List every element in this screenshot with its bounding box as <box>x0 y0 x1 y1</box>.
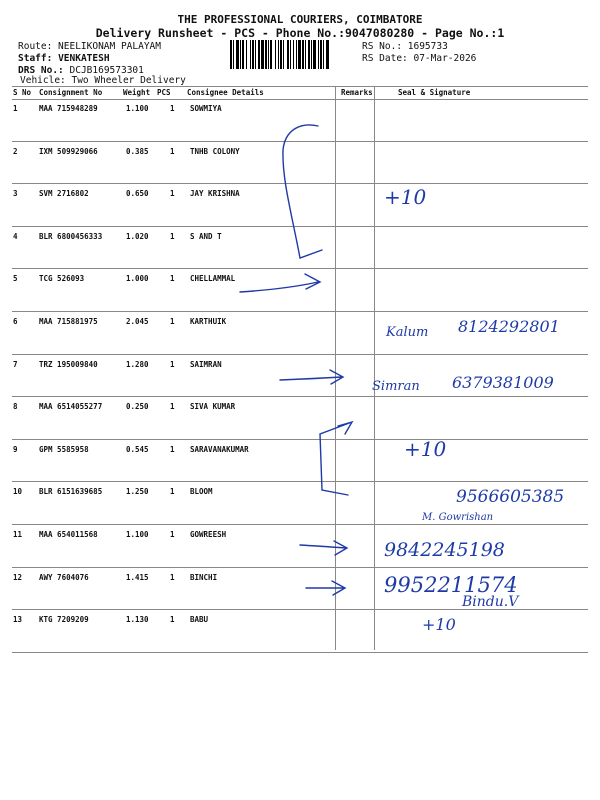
handwriting-sig-7: Simran <box>372 379 420 394</box>
cell-consignee: JAY KRISHNA <box>190 189 240 199</box>
cell-consignment-no: BLR 6151639685 <box>39 487 103 497</box>
col-header-signature: Seal & Signature <box>398 88 471 97</box>
cell-consignee: BLOOM <box>190 487 213 497</box>
table-row <box>0 569 600 611</box>
table-row <box>0 143 600 185</box>
table-row <box>0 185 600 227</box>
table-top-rule <box>12 86 588 87</box>
cell-consignment-no: MAA 715881975 <box>39 317 98 326</box>
table-row <box>0 313 600 355</box>
rs-date: RS Date: 07-Mar-2026 <box>362 53 477 64</box>
cell-weight: 0.545 <box>126 444 149 454</box>
handwriting-phone-12: 9952211574 <box>384 573 518 597</box>
cell-consignee: SAIMRAN <box>190 359 222 369</box>
cell-consignee: TNHB COLONY <box>190 146 240 156</box>
cell-pcs: 1 <box>170 231 175 241</box>
cell-pcs: 1 <box>170 615 175 625</box>
cell-consignment-no: MAA 654011568 <box>39 530 98 539</box>
drs-label: DRS No.: <box>18 65 64 76</box>
cell-sno: 11 <box>13 530 23 539</box>
cell-consignee: S AND T <box>190 231 222 241</box>
handwriting-tlo-2: +10 <box>404 437 447 461</box>
table-row <box>0 228 600 270</box>
table-row <box>0 441 600 483</box>
cell-sno: 3 <box>13 189 18 199</box>
cell-weight: 0.385 <box>126 146 149 156</box>
cell-consignee: BABU <box>190 615 209 625</box>
cell-sno: 8 <box>13 402 18 412</box>
cell-consignment-no: IXM 509929066 <box>39 146 98 156</box>
table-row <box>0 483 600 525</box>
cell-consignee: SIVA KUMAR <box>190 402 236 412</box>
cell-pcs: 1 <box>170 444 175 454</box>
cell-consignment-no: MAA 715948289 <box>39 104 98 113</box>
cell-sno: 10 <box>13 487 23 497</box>
table-row <box>0 356 600 398</box>
cell-sno: 12 <box>13 572 23 582</box>
table-row <box>0 526 600 568</box>
col-header-consignment: Consignment No <box>39 88 103 97</box>
handwriting-phone-7: 6379381009 <box>452 373 554 392</box>
cell-sno: 2 <box>13 146 18 156</box>
col-header-weight: Weight <box>123 88 151 97</box>
drs-value: DCJB169573301 <box>69 65 144 76</box>
table-row <box>0 270 600 312</box>
cell-sno: 5 <box>13 274 18 284</box>
cell-pcs: 1 <box>170 189 175 199</box>
cell-consignment-no: KTG 7209209 <box>39 615 89 625</box>
table-row <box>0 398 600 440</box>
cell-weight: 1.280 <box>126 359 149 369</box>
handwriting-phone-10: 9566605385 <box>456 487 565 507</box>
col-header-consignee: Consignee Details <box>187 88 264 97</box>
cell-consignee: CHELLAMMAL <box>190 274 236 284</box>
table-row <box>0 100 600 142</box>
cell-pcs: 1 <box>170 317 175 326</box>
cell-sno: 9 <box>13 444 18 454</box>
col-header-sno: S No <box>13 88 32 97</box>
cell-consignment-no: GPM 5585958 <box>39 444 89 454</box>
handwriting-name-10: M. Gowrishan <box>422 512 494 523</box>
cell-weight: 1.250 <box>126 487 149 497</box>
col-header-remarks: Remarks <box>341 88 373 97</box>
handwriting-sig-6: Kalum <box>386 325 429 340</box>
cell-sno: 1 <box>13 104 18 113</box>
handwriting-phone-6: 8124292801 <box>458 317 560 336</box>
cell-weight: 0.250 <box>126 402 149 412</box>
cell-weight: 2.045 <box>126 317 149 326</box>
staff-value: VENKATESH <box>58 53 110 64</box>
cell-pcs: 1 <box>170 487 175 497</box>
cell-pcs: 1 <box>170 402 175 412</box>
handwriting-tlo-3: +10 <box>422 615 456 634</box>
cell-consignment-no: MAA 6514055277 <box>39 402 103 412</box>
cell-consignment-no: BLR 6800456333 <box>39 231 103 241</box>
cell-weight: 1.000 <box>126 274 149 284</box>
vehicle-info: Vehicle: Two Wheeler Delivery <box>20 75 186 86</box>
route-info: Route: NEELIKONAM PALAYAM <box>18 41 161 52</box>
cell-sno: 6 <box>13 317 18 326</box>
handwriting-phone-11: 9842245198 <box>384 539 505 561</box>
handwriting-name-12: Bindu.V <box>462 594 519 610</box>
cell-consignee: GOWREESH <box>190 530 227 539</box>
cell-consignee: SARAVANAKUMAR <box>190 444 249 454</box>
col-header-pcs: PCS <box>157 88 171 97</box>
barcode-image <box>230 40 358 69</box>
cell-weight: 1.100 <box>126 104 149 113</box>
cell-sno: 7 <box>13 359 18 369</box>
cell-sno: 13 <box>13 615 23 625</box>
cell-consignee: SOWMIYA <box>190 104 222 113</box>
rs-number: RS No.: 1695733 <box>362 41 448 52</box>
cell-consignment-no: TCG 526093 <box>39 274 85 284</box>
cell-consignment-no: TRZ 195009840 <box>39 359 98 369</box>
cell-weight: 1.100 <box>126 530 149 539</box>
handwriting-tlo-1: +10 <box>384 185 427 209</box>
cell-pcs: 1 <box>170 274 175 284</box>
cell-consignment-no: AWY 7604076 <box>39 572 89 582</box>
cell-consignment-no: SVM 2716802 <box>39 189 89 199</box>
cell-pcs: 1 <box>170 104 175 113</box>
runsheet-title: Delivery Runsheet - PCS - Phone No.:9047080280 - Page No.:1 <box>95 26 505 40</box>
cell-consignee: BINCHI <box>190 572 218 582</box>
staff-label: Staff: <box>18 53 53 64</box>
cell-pcs: 1 <box>170 530 175 539</box>
cell-pcs: 1 <box>170 572 175 582</box>
company-title: THE PROFESSIONAL COURIERS, COIMBATORE <box>177 13 423 26</box>
cell-consignee: KARTHUIK <box>190 317 227 326</box>
cell-weight: 0.650 <box>126 189 149 199</box>
cell-pcs: 1 <box>170 359 175 369</box>
cell-weight: 1.020 <box>126 231 149 241</box>
staff-info <box>18 53 110 64</box>
table-row <box>0 611 600 653</box>
cell-weight: 1.415 <box>126 572 149 582</box>
cell-sno: 4 <box>13 231 18 241</box>
cell-weight: 1.130 <box>126 615 149 625</box>
cell-pcs: 1 <box>170 146 175 156</box>
